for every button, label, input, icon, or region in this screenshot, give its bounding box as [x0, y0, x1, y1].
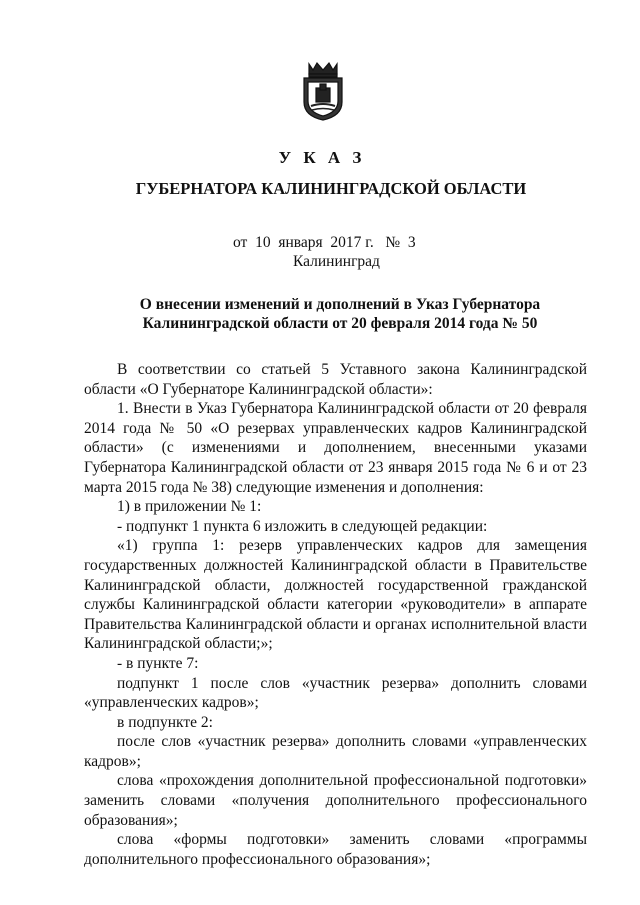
paragraph-appendix-1: 1) в приложении № 1: — [117, 498, 262, 516]
paragraph-group-1: «1) группа 1: резерв управленческих кадров для замещения государственных должностей Калининградской области в Правительстве Калининградской области, должностей государственной гражданской службы Калининградской области категории «руководители» в аппарате Правительства Калининградской области и органах исполнительной власти Калининградской области;»; — [84, 537, 587, 653]
document-type-title: У К А З — [278, 148, 366, 167]
paragraph-preamble: В соответствии со статьей 5 Уставного закона Калининградской области «О Губернаторе Калининградской области»: — [84, 361, 587, 398]
paragraph-subitem-1: - подпункт 1 пункта 6 изложить в следующей редакции: — [117, 517, 488, 535]
paragraph-after-words: после слов «участник резерва» дополнить словами «управленческих кадров»; — [84, 733, 587, 770]
paragraph-point-7: - в пункте 7: — [117, 654, 199, 672]
paragraph-item-1: 1. Внести в Указ Губернатора Калининградской области от 20 февраля 2014 года № 50 «О резервах управленческих кадров Калининградской области» (с изменениями и дополнением, внесенными указами Губернатора Калининградской области от 23 января 2015 года № 6 и от 23 марта 2015 года № 38) следующие изменения и дополнения: — [84, 400, 587, 496]
city-name: Калининград — [293, 253, 380, 270]
subject-line-1: О внесении изменений и дополнений в Указ Губернатора — [139, 296, 541, 313]
decree-subject — [70, 295, 610, 333]
coat-of-arms-icon — [301, 60, 345, 122]
paragraph-subpoint-1: подпункт 1 после слов «участник резерва» дополнить словами «управленческих кадров»; — [84, 674, 587, 712]
paragraph-words-training: слова «прохождения дополнительной профессиональной подготовки» заменить словами «получения дополнительного профессионального образования»; — [84, 772, 587, 829]
paragraph-subpoint-2: в подпункте 2: — [117, 713, 213, 731]
date-number-line: от 10 января 2017 г. № 3 — [233, 234, 416, 251]
decree-body — [84, 360, 587, 869]
issuer-title: ГУБЕРНАТОРА КАЛИНИНГРАДСКОЙ ОБЛАСТИ — [135, 179, 527, 198]
subject-line-2: Калининградской области от 20 февраля 2014 года № 50 — [142, 315, 538, 332]
paragraph-words-forms: слова «формы подготовки» заменить словами «программы дополнительного профессионального образования»; — [84, 831, 587, 868]
